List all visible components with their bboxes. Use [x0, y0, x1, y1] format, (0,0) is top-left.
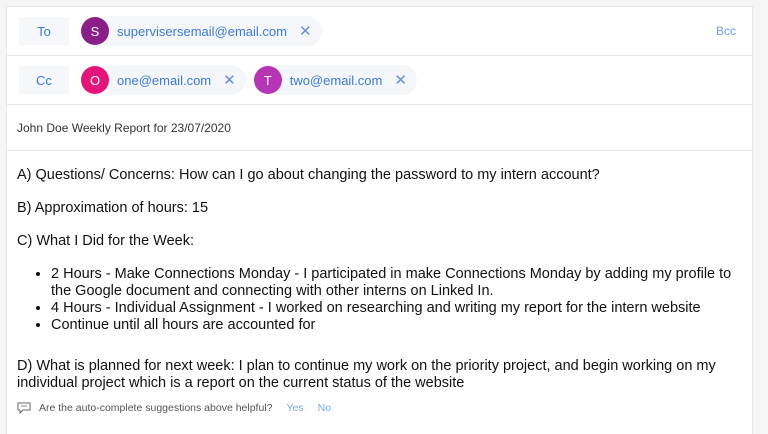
recipient-email: two@email.com	[289, 72, 383, 88]
cc-row	[7, 56, 752, 104]
recipient-chip[interactable]	[254, 65, 417, 95]
body-line-b: B) Approximation of hours: 15	[17, 200, 209, 216]
divider	[7, 104, 752, 105]
avatar: T	[254, 66, 282, 94]
list-item: • 4 Hours - Individual Assignment - I worked on researching and writing my report for the intern website	[51, 300, 737, 317]
recipient-email: supervisersemail@email.com	[117, 23, 287, 39]
body-line-a: A) Questions/ Concerns: How can I go about changing the password to my intern account?	[17, 167, 600, 183]
close-icon[interactable]: ✕	[394, 71, 407, 89]
message-body[interactable]	[17, 167, 737, 392]
feedback-no-link[interactable]: No	[317, 402, 332, 414]
feedback-question: Are the auto-complete suggestions above helpful?	[39, 402, 273, 414]
bcc-button[interactable]: Bcc	[715, 24, 736, 38]
recipient-chip[interactable]	[81, 16, 322, 46]
list-item: • 2 Hours - Make Connections Monday - I participated in make Connections Monday by adding my profile to the Google document and connecting with other interns on Linked In.	[51, 266, 737, 300]
list-item: • Continue until all hours are accounted for	[51, 317, 737, 334]
close-icon[interactable]: ✕	[298, 22, 312, 40]
feedback-icon	[17, 402, 31, 414]
bullet-list	[17, 266, 737, 334]
divider	[7, 150, 752, 151]
avatar: S	[81, 17, 109, 45]
autocomplete-feedback	[17, 402, 331, 414]
avatar: O	[81, 66, 109, 94]
feedback-yes-link[interactable]: Yes	[286, 402, 304, 414]
compose-pane	[6, 6, 753, 434]
to-button[interactable]: To	[19, 17, 69, 45]
body-line-d: D) What is planned for next week: I plan to continue my work on the priority project, and begin working on my individual project which is a report on the current status of the website	[17, 358, 716, 391]
cc-button[interactable]: Cc	[19, 66, 69, 94]
to-row	[7, 7, 752, 55]
recipient-chip[interactable]	[81, 65, 246, 95]
recipient-email: one@email.com	[117, 72, 212, 88]
close-icon[interactable]: ✕	[223, 71, 236, 89]
subject-field[interactable]: John Doe Weekly Report for 23/07/2020	[17, 121, 231, 135]
body-line-c: C) What I Did for the Week:	[17, 233, 195, 249]
